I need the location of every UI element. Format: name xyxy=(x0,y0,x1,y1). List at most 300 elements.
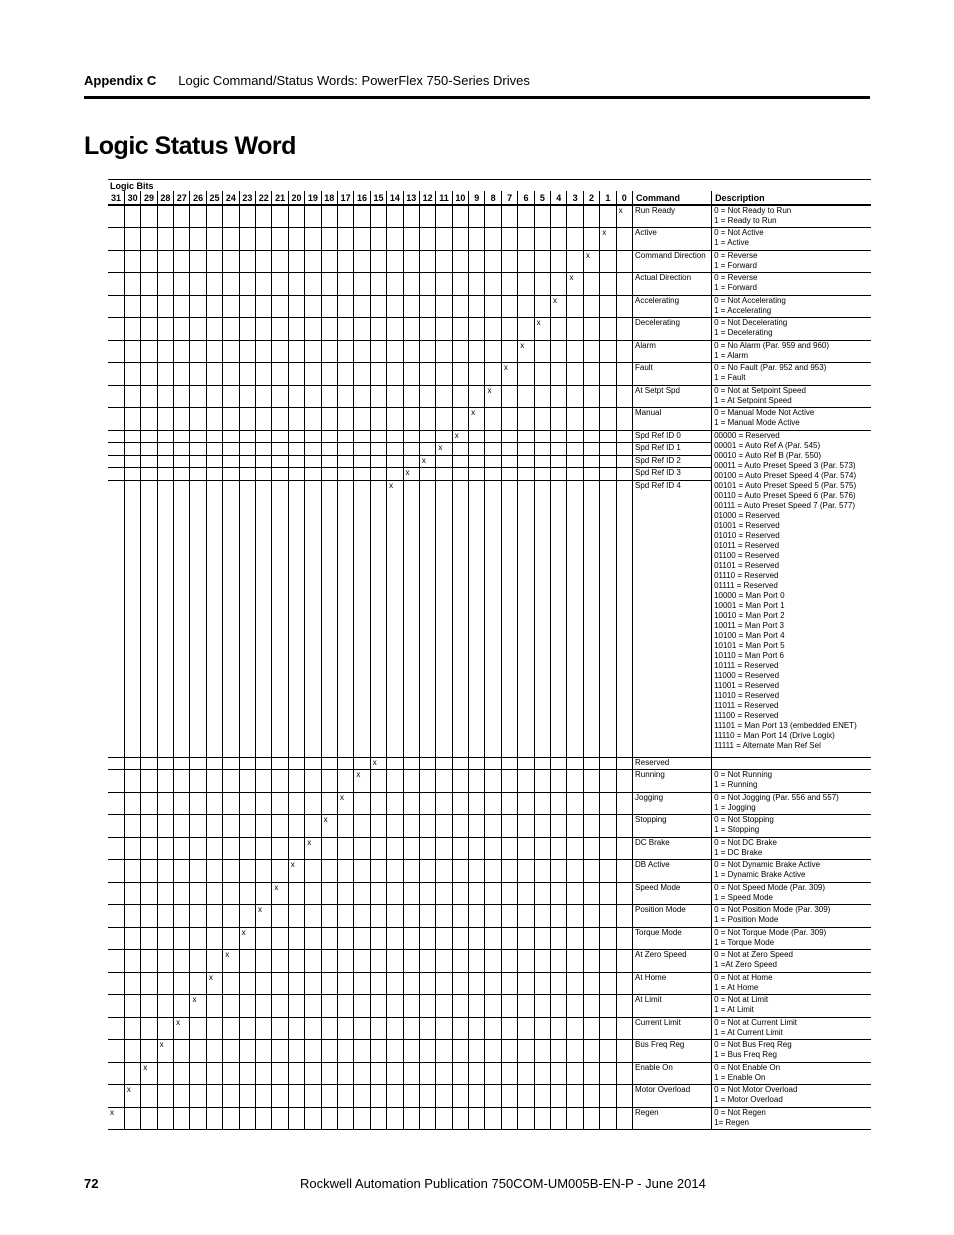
bit-cell xyxy=(239,205,255,228)
bit-cell xyxy=(551,757,567,770)
bit-cell xyxy=(321,443,337,456)
bit-cell xyxy=(190,950,206,973)
bit-mark: x xyxy=(503,363,508,372)
bit-cell xyxy=(108,363,124,386)
bit-cell xyxy=(452,443,468,456)
bit-cell xyxy=(354,792,370,815)
bit-cell xyxy=(485,1107,501,1130)
bit-cell xyxy=(452,385,468,408)
bit-cell xyxy=(419,468,435,481)
bit-cell xyxy=(124,972,140,995)
bit-cell xyxy=(354,1040,370,1063)
bit-cell xyxy=(469,385,485,408)
bit-header: 28 xyxy=(157,191,173,205)
bit-cell xyxy=(583,228,599,251)
bit-cell xyxy=(616,1062,632,1085)
description-line: 0 = Not Stopping xyxy=(714,815,774,824)
bit-cell xyxy=(305,250,321,273)
bit-cell xyxy=(419,443,435,456)
bit-cell xyxy=(305,927,321,950)
bit-cell xyxy=(272,295,288,318)
bit-cell xyxy=(370,860,386,883)
bit-cell xyxy=(305,340,321,363)
bit-cell xyxy=(436,1085,452,1108)
bit-cell xyxy=(337,882,353,905)
bit-cell xyxy=(387,385,403,408)
page-number: 72 xyxy=(84,1176,99,1191)
bit-cell xyxy=(124,815,140,838)
bit-cell xyxy=(223,295,239,318)
description-line: 0 = Not Running xyxy=(714,770,773,779)
bit-cell xyxy=(157,905,173,928)
table-row xyxy=(108,1062,871,1085)
bit-cell xyxy=(305,1017,321,1040)
bit-cell xyxy=(419,882,435,905)
table-row xyxy=(108,318,871,341)
bit-cell xyxy=(223,927,239,950)
bit-cell xyxy=(518,972,534,995)
bit-cell xyxy=(485,837,501,860)
bit-cell xyxy=(256,927,272,950)
description-line: 01010 = Reserved xyxy=(714,530,780,540)
bit-cell xyxy=(288,882,304,905)
bit-cell xyxy=(223,837,239,860)
bit-cell xyxy=(124,295,140,318)
command-cell: Actual Direction xyxy=(633,273,712,296)
bit-cell xyxy=(108,792,124,815)
bit-cell xyxy=(616,273,632,296)
bit-cell xyxy=(616,340,632,363)
bit-cell xyxy=(223,408,239,431)
description-line: 1 = Bus Freq Reg xyxy=(714,1050,777,1059)
bit-cell xyxy=(321,385,337,408)
bit-cell xyxy=(436,205,452,228)
bit-cell xyxy=(321,468,337,481)
description-line: 11001 = Reserved xyxy=(714,680,780,690)
bit-cell xyxy=(108,905,124,928)
bit-cell xyxy=(108,815,124,838)
description-line: 11111 = Alternate Man Ref Sel xyxy=(714,740,821,750)
bit-cell xyxy=(419,905,435,928)
bit-cell xyxy=(206,480,222,757)
bit-cell xyxy=(370,480,386,757)
description-line: 0 = Reverse xyxy=(714,250,758,260)
bit-cell xyxy=(272,860,288,883)
bit-mark: x xyxy=(553,295,558,305)
bit-header: 18 xyxy=(321,191,337,205)
bit-cell xyxy=(452,295,468,318)
bit-cell xyxy=(256,882,272,905)
bit-cell xyxy=(469,1062,485,1085)
bit-cell xyxy=(190,837,206,860)
bit-cell xyxy=(206,757,222,770)
bit-cell xyxy=(387,1085,403,1108)
bit-cell xyxy=(567,385,583,408)
description-line: 0 = Not Jogging (Par. 556 and 557) xyxy=(714,792,839,802)
table-row xyxy=(108,1107,871,1130)
bit-cell xyxy=(469,250,485,273)
bit-cell xyxy=(518,950,534,973)
description-cell xyxy=(712,757,871,770)
bit-cell xyxy=(583,905,599,928)
bit-cell xyxy=(354,1107,370,1130)
bit-cell xyxy=(108,385,124,408)
bit-cell xyxy=(157,1062,173,1085)
bit-cell xyxy=(256,408,272,431)
bit-cell xyxy=(190,430,206,443)
bit-cell xyxy=(518,1062,534,1085)
bit-cell xyxy=(518,1085,534,1108)
description-line: 01000 = Reserved xyxy=(714,510,780,520)
bit-cell xyxy=(141,1107,157,1130)
bit-cell xyxy=(600,1017,616,1040)
bit-cell xyxy=(567,770,583,793)
bit-cell xyxy=(337,927,353,950)
bit-cell xyxy=(305,1040,321,1063)
bit-cell xyxy=(370,273,386,296)
bit-cell xyxy=(485,363,501,386)
bit-cell xyxy=(206,837,222,860)
description-line: 1 = Manual Mode Active xyxy=(714,418,800,427)
bit-cell xyxy=(337,905,353,928)
bit-cell xyxy=(600,1107,616,1130)
bit-cell xyxy=(419,228,435,251)
bit-cell xyxy=(387,770,403,793)
bit-cell xyxy=(157,468,173,481)
bit-cell xyxy=(370,757,386,770)
bit-cell xyxy=(108,927,124,950)
bit-cell xyxy=(108,480,124,757)
bit-cell xyxy=(387,972,403,995)
bit-cell xyxy=(174,950,190,973)
bit-cell xyxy=(501,250,517,273)
bit-cell xyxy=(387,860,403,883)
bit-cell xyxy=(616,1085,632,1108)
bit-cell xyxy=(485,757,501,770)
bit-cell xyxy=(190,205,206,228)
description-cell xyxy=(712,882,871,905)
bit-cell xyxy=(141,228,157,251)
bit-header: 10 xyxy=(452,191,468,205)
bit-cell xyxy=(174,318,190,341)
bit-cell xyxy=(157,995,173,1018)
bit-cell xyxy=(321,995,337,1018)
bit-cell xyxy=(272,480,288,757)
bit-cell xyxy=(157,340,173,363)
bit-cell xyxy=(354,363,370,386)
bit-cell xyxy=(419,1085,435,1108)
bit-mark: x xyxy=(585,250,590,260)
bit-cell xyxy=(190,792,206,815)
bit-cell xyxy=(272,927,288,950)
description-line: 1 = Dynamic Brake Active xyxy=(714,870,806,879)
description-line: 10111 = Reserved xyxy=(714,660,779,670)
bit-cell xyxy=(452,837,468,860)
description-line: 1 = Running xyxy=(714,780,758,789)
bit-cell xyxy=(174,927,190,950)
description-line: 0 = Not Position Mode (Par. 309) xyxy=(714,905,831,914)
bit-cell xyxy=(485,927,501,950)
bit-cell xyxy=(403,318,419,341)
bit-mark: x xyxy=(356,770,361,779)
bit-cell xyxy=(436,1062,452,1085)
table-row xyxy=(108,815,871,838)
bit-cell xyxy=(239,757,255,770)
bit-cell xyxy=(419,770,435,793)
bit-cell xyxy=(190,757,206,770)
bit-cell xyxy=(600,273,616,296)
description-line: 0 = Not Decelerating xyxy=(714,318,788,327)
bit-cell xyxy=(551,340,567,363)
bit-header: 20 xyxy=(288,191,304,205)
bit-cell xyxy=(272,340,288,363)
bit-cell xyxy=(190,250,206,273)
bit-cell xyxy=(534,480,550,757)
bit-cell xyxy=(239,1017,255,1040)
bit-cell xyxy=(370,363,386,386)
description-cell xyxy=(712,1040,871,1063)
bit-cell xyxy=(616,480,632,757)
bit-cell xyxy=(337,363,353,386)
bit-cell xyxy=(141,770,157,793)
bit-cell xyxy=(469,792,485,815)
description-line: 1 = Enable On xyxy=(714,1072,766,1082)
bit-cell xyxy=(452,228,468,251)
bit-cell xyxy=(354,837,370,860)
description-cell xyxy=(712,363,871,386)
bit-cell xyxy=(452,1085,468,1108)
bit-header: 13 xyxy=(403,191,419,205)
bit-cell xyxy=(583,468,599,481)
bit-cell xyxy=(174,757,190,770)
bit-cell xyxy=(485,295,501,318)
bit-header: 29 xyxy=(141,191,157,205)
bit-cell xyxy=(600,1062,616,1085)
bit-cell xyxy=(141,340,157,363)
bit-cell xyxy=(141,250,157,273)
appendix-label: Appendix C xyxy=(84,73,157,88)
bit-cell xyxy=(305,205,321,228)
bit-cell xyxy=(239,1062,255,1085)
bit-cell xyxy=(174,1040,190,1063)
page-title: Logic Status Word xyxy=(84,132,296,160)
description-cell xyxy=(712,927,871,950)
bit-cell xyxy=(534,1040,550,1063)
bit-cell xyxy=(305,273,321,296)
description-line: 0 = Not at Setpoint Speed xyxy=(714,385,806,395)
bit-cell xyxy=(436,1107,452,1130)
bit-cell xyxy=(354,770,370,793)
bit-cell xyxy=(239,905,255,928)
bit-cell xyxy=(354,972,370,995)
bit-cell xyxy=(534,995,550,1018)
bit-cell xyxy=(108,995,124,1018)
bit-cell xyxy=(403,273,419,296)
bit-cell xyxy=(206,1107,222,1130)
bit-header: 16 xyxy=(354,191,370,205)
bit-cell xyxy=(534,770,550,793)
bit-cell xyxy=(501,995,517,1018)
bit-cell xyxy=(174,273,190,296)
bit-cell xyxy=(190,408,206,431)
bit-cell xyxy=(501,1062,517,1085)
bit-cell xyxy=(501,228,517,251)
bit-cell xyxy=(239,455,255,468)
bit-cell xyxy=(305,468,321,481)
bit-cell xyxy=(206,972,222,995)
bit-cell xyxy=(108,340,124,363)
bit-cell xyxy=(157,860,173,883)
bit-header: 25 xyxy=(206,191,222,205)
bit-cell xyxy=(501,860,517,883)
bit-cell xyxy=(288,860,304,883)
bit-cell xyxy=(223,250,239,273)
bit-cell xyxy=(305,770,321,793)
bit-cell xyxy=(551,882,567,905)
bit-cell xyxy=(124,385,140,408)
bit-cell xyxy=(239,972,255,995)
bit-cell xyxy=(288,1085,304,1108)
bit-cell xyxy=(600,408,616,431)
bit-cell xyxy=(534,1062,550,1085)
bit-cell xyxy=(108,1085,124,1108)
bit-cell xyxy=(436,250,452,273)
description-line: 1 =At Zero Speed xyxy=(714,960,777,969)
bit-cell xyxy=(501,972,517,995)
bit-cell xyxy=(190,1062,206,1085)
table-row xyxy=(108,340,871,363)
bit-cell xyxy=(518,443,534,456)
description-line: 1 = Forward xyxy=(714,283,757,292)
bit-cell xyxy=(534,972,550,995)
bit-cell xyxy=(370,1062,386,1085)
bit-cell xyxy=(157,1107,173,1130)
bit-cell xyxy=(534,443,550,456)
bit-cell xyxy=(534,1085,550,1108)
bit-cell xyxy=(157,972,173,995)
bit-cell xyxy=(354,860,370,883)
bit-cell xyxy=(518,205,534,228)
description-line: 1 = At Home xyxy=(714,982,759,992)
bit-cell xyxy=(616,860,632,883)
table-row xyxy=(108,295,871,318)
bit-cell xyxy=(600,295,616,318)
bit-cell xyxy=(206,385,222,408)
bit-cell xyxy=(518,770,534,793)
bit-cell xyxy=(469,757,485,770)
bit-cell xyxy=(403,995,419,1018)
bit-cell xyxy=(206,950,222,973)
bit-cell xyxy=(272,792,288,815)
bit-cell xyxy=(583,995,599,1018)
bit-cell xyxy=(174,363,190,386)
bit-cell xyxy=(616,430,632,443)
table-row xyxy=(108,972,871,995)
bit-cell xyxy=(288,757,304,770)
description-line: 1 = Speed Mode xyxy=(714,892,773,902)
bit-cell xyxy=(485,905,501,928)
bit-cell xyxy=(141,430,157,443)
bit-cell xyxy=(534,340,550,363)
bit-cell xyxy=(174,385,190,408)
bit-cell xyxy=(600,205,616,228)
bit-cell xyxy=(583,443,599,456)
bit-cell xyxy=(469,950,485,973)
bit-cell xyxy=(534,318,550,341)
bit-cell xyxy=(469,1107,485,1130)
logic-bits-header: Logic Bits xyxy=(108,180,633,192)
bit-cell xyxy=(288,837,304,860)
bit-cell xyxy=(190,443,206,456)
bit-cell xyxy=(616,950,632,973)
bit-cell xyxy=(354,430,370,443)
bit-cell xyxy=(157,480,173,757)
bit-header: 8 xyxy=(485,191,501,205)
bit-cell xyxy=(256,318,272,341)
bit-cell xyxy=(157,205,173,228)
bit-cell xyxy=(583,480,599,757)
description-line: 00110 = Auto Preset Speed 6 (Par. 576) xyxy=(714,490,856,500)
bit-cell xyxy=(108,1040,124,1063)
bit-cell xyxy=(501,455,517,468)
bit-cell xyxy=(452,950,468,973)
command-cell: Spd Ref ID 1 xyxy=(633,443,712,456)
bit-cell xyxy=(485,385,501,408)
bit-cell xyxy=(436,295,452,318)
bit-cell xyxy=(223,815,239,838)
bit-cell xyxy=(174,837,190,860)
bit-cell xyxy=(239,927,255,950)
bit-cell xyxy=(305,860,321,883)
bit-cell xyxy=(124,1085,140,1108)
bit-cell xyxy=(174,792,190,815)
bit-cell xyxy=(174,860,190,883)
bit-cell xyxy=(190,905,206,928)
bit-cell xyxy=(305,837,321,860)
description-line: 1 = Motor Overload xyxy=(714,1095,783,1104)
bit-cell xyxy=(305,905,321,928)
bit-cell xyxy=(321,792,337,815)
bit-cell xyxy=(485,1085,501,1108)
bit-cell xyxy=(600,1040,616,1063)
bit-cell xyxy=(583,757,599,770)
bit-cell xyxy=(288,995,304,1018)
bit-cell xyxy=(321,228,337,251)
bit-cell xyxy=(600,815,616,838)
bit-cell xyxy=(403,927,419,950)
bit-cell xyxy=(551,205,567,228)
command-cell: Reserved xyxy=(633,757,712,770)
bit-cell xyxy=(206,468,222,481)
bit-cell xyxy=(288,480,304,757)
description-line: 01100 = Reserved xyxy=(714,550,780,560)
bit-cell xyxy=(305,228,321,251)
bit-cell xyxy=(223,1085,239,1108)
bit-cell xyxy=(141,408,157,431)
bit-cell xyxy=(436,430,452,443)
bit-cell xyxy=(469,1017,485,1040)
bit-cell xyxy=(157,815,173,838)
bit-cell xyxy=(337,1017,353,1040)
bit-cell xyxy=(288,1040,304,1063)
bit-cell xyxy=(370,468,386,481)
bit-cell xyxy=(256,837,272,860)
description-line: 0 = Not Accelerating xyxy=(714,295,786,305)
bit-cell xyxy=(206,815,222,838)
bit-cell xyxy=(141,468,157,481)
bit-cell xyxy=(419,1040,435,1063)
bit-cell xyxy=(354,1062,370,1085)
